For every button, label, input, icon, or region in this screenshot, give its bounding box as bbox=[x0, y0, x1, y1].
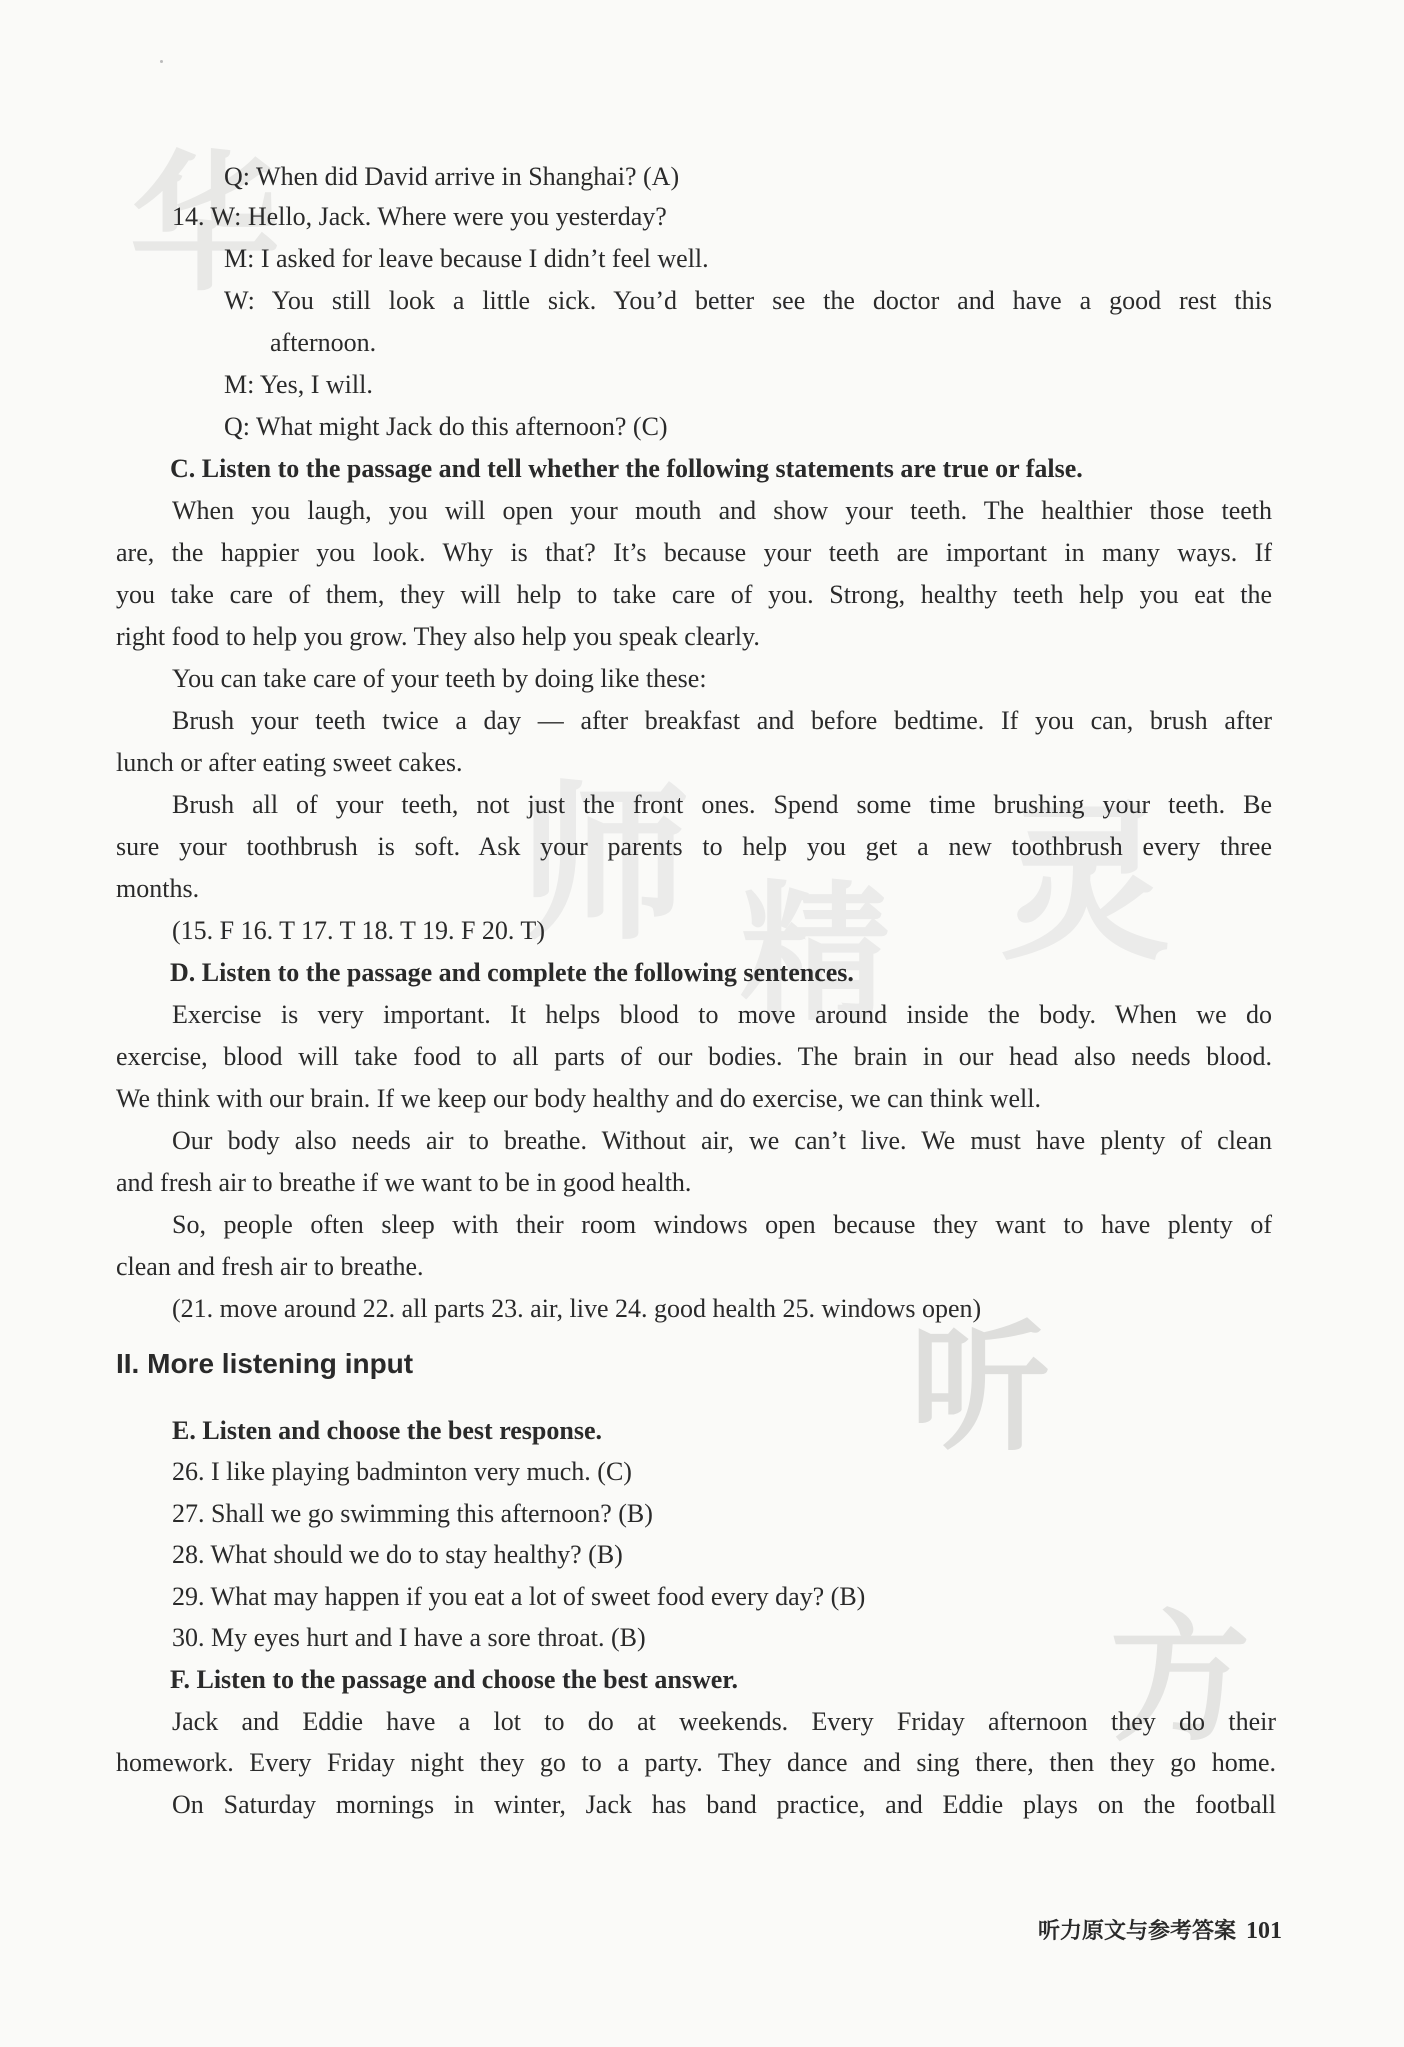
text-line: you take care of them, they will help to take care of you. Strong, healthy teeth help you eat the bbox=[116, 580, 1272, 609]
text-line: Q: When did David arrive in Shanghai? (A) bbox=[224, 162, 680, 191]
section-heading: II. More listening input bbox=[116, 1348, 414, 1379]
watermark-jing: 精 bbox=[740, 868, 891, 1042]
watermark-hua: 华 bbox=[130, 138, 281, 312]
text-line: are, the happier you look. Why is that? It’s because your teeth are important in many ways. If bbox=[116, 538, 1272, 567]
text-line: Brush all of your teeth, not just the front ones. Spend some time brushing your teeth. Be bbox=[172, 790, 1272, 819]
watermark-ting: 听 bbox=[910, 1308, 1051, 1471]
watermark-fang: 方 bbox=[1110, 1598, 1251, 1761]
text-line: and fresh air to breathe if we want to be in good health. bbox=[116, 1168, 692, 1197]
text-line: lunch or after eating sweet cakes. bbox=[116, 748, 463, 777]
text-line: M: I asked for leave because I didn’t feel well. bbox=[224, 244, 709, 273]
text-line: 28. What should we do to stay healthy? (B) bbox=[172, 1540, 623, 1569]
page-footer bbox=[1038, 1914, 1282, 1945]
watermark-ling: 灵 bbox=[1000, 786, 1171, 984]
text-line: 26. I like playing badminton very much. (C) bbox=[172, 1457, 632, 1486]
text-line: months. bbox=[116, 874, 200, 903]
section-instruction: C. Listen to the passage and tell whether the following statements are true or false. bbox=[170, 454, 1083, 483]
text-line: 29. What may happen if you eat a lot of sweet food every day? (B) bbox=[172, 1582, 866, 1611]
text-line: afternoon. bbox=[270, 328, 377, 357]
text-line: 14. W: Hello, Jack. Where were you yesterday? bbox=[172, 202, 667, 231]
text-line: Brush your teeth twice a day — after breakfast and before bedtime. If you can, brush after bbox=[172, 706, 1272, 735]
text-line: (15. F 16. T 17. T 18. T 19. F 20. T) bbox=[172, 916, 545, 945]
section-instruction: E. Listen and choose the best response. bbox=[172, 1416, 603, 1445]
text-line: When you laugh, you will open your mouth and show your teeth. The healthier those teeth bbox=[172, 496, 1272, 525]
text-line: Q: What might Jack do this afternoon? (C) bbox=[224, 412, 668, 441]
text-line: Jack and Eddie have a lot to do at weekends. Every Friday afternoon they do their bbox=[172, 1707, 1276, 1736]
text-line: W: You still look a little sick. You’d better see the doctor and have a good rest this bbox=[224, 286, 1272, 315]
text-line: Our body also needs air to breathe. Without air, we can’t live. We must have plenty of clean bbox=[172, 1126, 1272, 1155]
text-line: You can take care of your teeth by doing like these: bbox=[172, 664, 707, 693]
section-instruction: F. Listen to the passage and choose the best answer. bbox=[170, 1665, 738, 1694]
section-instruction: D. Listen to the passage and complete the following sentences. bbox=[170, 958, 854, 987]
text-line: (21. move around 22. all parts 23. air, live 24. good health 25. windows open) bbox=[172, 1294, 982, 1323]
text-line: 30. My eyes hurt and I have a sore throat. (B) bbox=[172, 1623, 646, 1652]
text-line: sure your toothbrush is soft. Ask your parents to help you get a new toothbrush every three bbox=[116, 832, 1272, 861]
footer-title: 听力原文与参考答案 bbox=[1037, 1919, 1236, 1944]
text-line: So, people often sleep with their room windows open because they want to have plenty of bbox=[172, 1210, 1272, 1239]
text-line: Exercise is very important. It helps blood to move around inside the body. When we do bbox=[172, 1000, 1272, 1029]
text-line: M: Yes, I will. bbox=[224, 370, 373, 399]
text-line: clean and fresh air to breathe. bbox=[116, 1252, 424, 1281]
text-line: exercise, blood will take food to all parts of our bodies. The brain in our head also needs blood. bbox=[116, 1042, 1272, 1071]
text-line: We think with our brain. If we keep our body healthy and do exercise, we can think well. bbox=[116, 1084, 1041, 1113]
watermark-shi: 师 bbox=[520, 766, 691, 964]
scan-speck bbox=[160, 60, 163, 63]
text-line: right food to help you grow. They also help you speak clearly. bbox=[116, 622, 760, 651]
page-number: 101 bbox=[1246, 1918, 1282, 1944]
text-line: homework. Every Friday night they go to a party. They dance and sing there, then they go home. bbox=[116, 1748, 1276, 1777]
text-line: 27. Shall we go swimming this afternoon? (B) bbox=[172, 1499, 653, 1528]
text-line: On Saturday mornings in winter, Jack has band practice, and Eddie plays on the football bbox=[172, 1790, 1276, 1819]
